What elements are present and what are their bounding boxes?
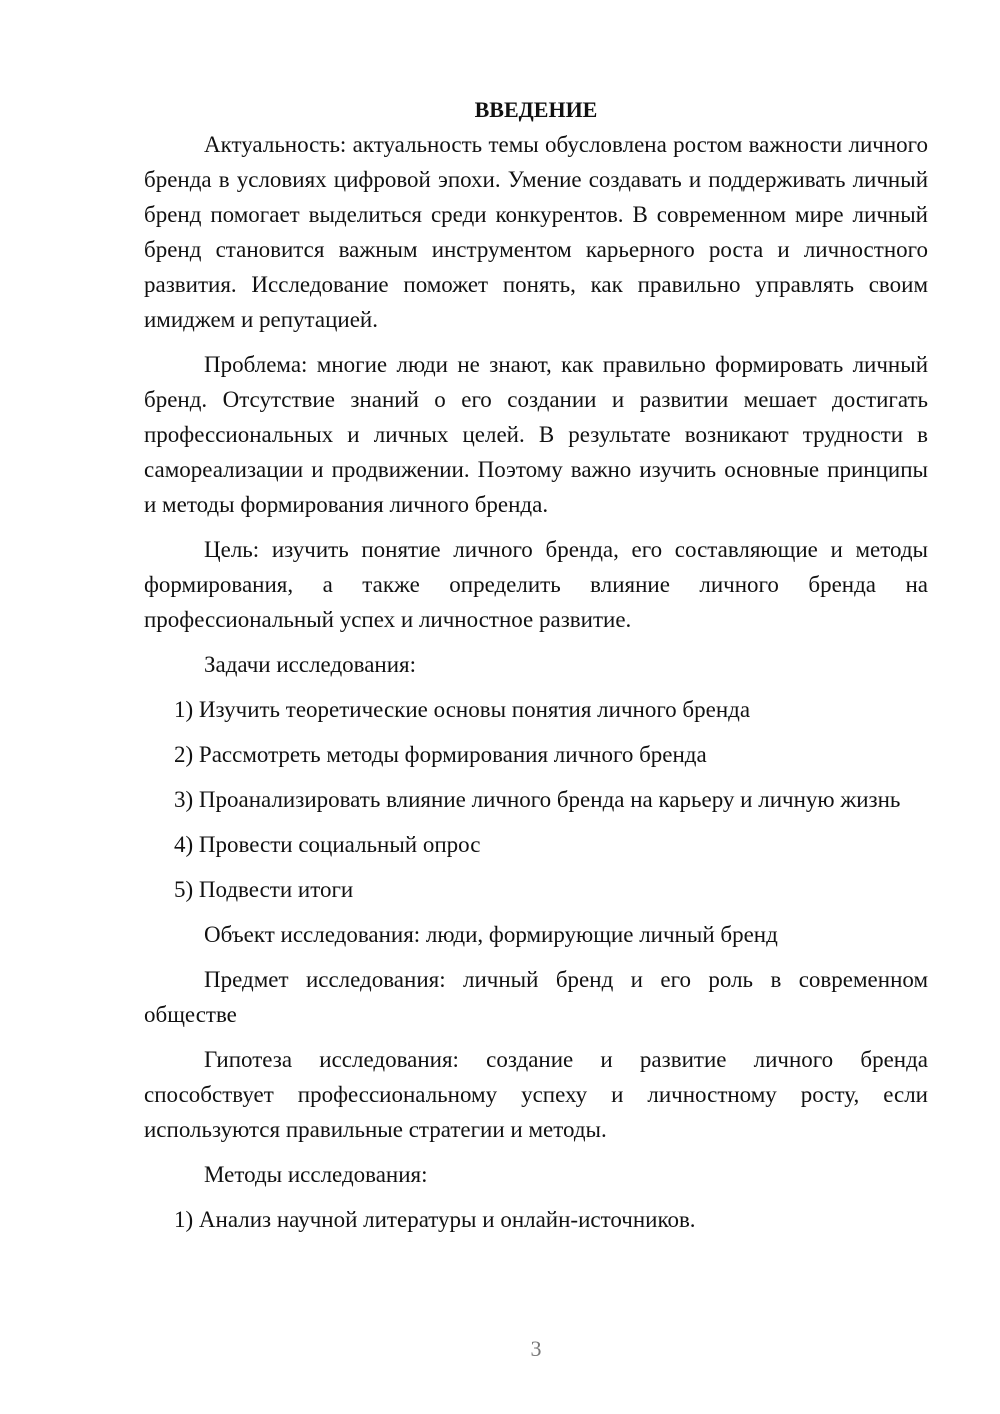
- object-paragraph: Объект исследования: люди, формирующие личный бренд: [204, 922, 778, 947]
- section-title: ВВЕДЕНИЕ: [474, 97, 598, 122]
- problem-paragraph: Проблема: многие люди не знают, как правильно формировать личный бренд. Отсутствие знаний о его создании и развитии мешает достигать профессиональных и личных целей. В результате возникают трудности в самореализации и продвижении. Поэтому важно изучить основные принципы и методы формирования личного бренда.: [144, 352, 928, 517]
- task-item: 4) Провести социальный опрос: [174, 832, 481, 857]
- hypothesis-paragraph: Гипотеза исследования: создание и развитие личного бренда способствует профессиональному успеху и личностному росту, если используются правильные стратегии и методы.: [144, 1047, 928, 1142]
- task-item: 1) Изучить теоретические основы понятия личного бренда: [174, 697, 751, 722]
- task-item: 5) Подвести итоги: [174, 877, 354, 902]
- method-item: 1) Анализ научной литературы и онлайн-источников.: [174, 1207, 696, 1232]
- tasks-heading: Задачи исследования:: [204, 652, 417, 677]
- page-content: [144, 92, 928, 1247]
- page-number: 3: [530, 1336, 542, 1361]
- methods-heading: Методы исследования:: [204, 1162, 428, 1187]
- task-item: 2) Рассмотреть методы формирования личного бренда: [174, 742, 707, 767]
- relevance-paragraph: Актуальность: актуальность темы обусловлена ростом важности личного бренда в условиях цифровой эпохи. Умение создавать и поддерживать личный бренд помогает выделиться среди конкурентов. В современном мире личный бренд становится важным инструментом карьерного роста и личностного развития. Исследование поможет понять, как правильно управлять своим имиджем и репутацией.: [144, 132, 928, 332]
- goal-paragraph: Цель: изучить понятие личного бренда, его составляющие и методы формирования, а также определить влияние личного бренда на профессиональный успех и личностное развитие.: [144, 537, 928, 632]
- subject-paragraph: Предмет исследования: личный бренд и его роль в современном обществе: [144, 967, 928, 1027]
- task-item: 3) Проанализировать влияние личного бренда на карьеру и личную жизнь: [174, 787, 901, 812]
